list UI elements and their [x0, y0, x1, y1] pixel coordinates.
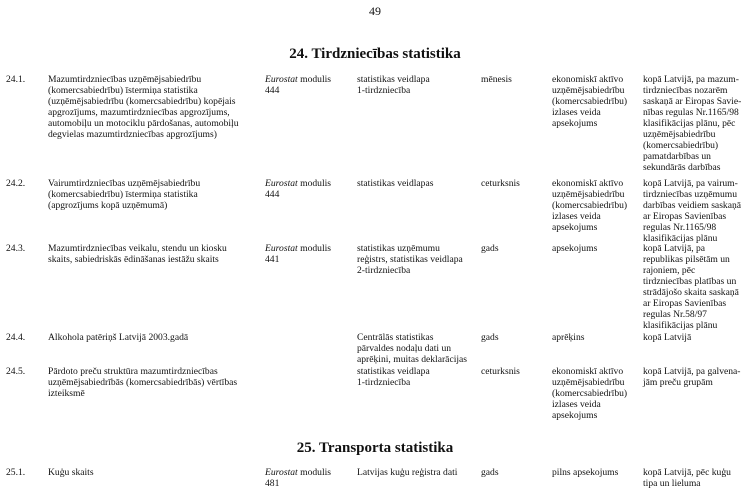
method: ekonomiskī aktīvo uzņēmējsabiedrību (komercsabiedrību) izlases veida apsekojums [552, 178, 628, 233]
page-number: 49 [369, 4, 381, 18]
indicator-name: Mazumtirdzniecības veikalu, stendu un kiosku skaits, sabiedriskās ēdināšanas iestāžu skaits [48, 243, 227, 265]
disaggregation: kopā Latvijā, pēc kuģu tipa un lieluma [643, 467, 731, 489]
source-module [265, 178, 355, 200]
indicator-name: Alkohola patēriņš Latvijā 2003.gadā [48, 332, 189, 343]
method: pilns apsekojums [552, 467, 619, 478]
disaggregation: kopā Latvijā, pa galvena- jām preču grupām [643, 366, 741, 388]
disaggregation: kopā Latvijā, pa vairum- tirdzniecības uzņēmumu darbības veidiem saskaņā ar Eiropas Savienības regulas Nr.1165/98 klasifikācijas plānu [643, 178, 742, 244]
indicator-name: Vairumtirdzniecības uzņēmējsabiedrību (komercsabiedrību) īstermiņa statistika (apgrozījums kopā uzņēmumā) [48, 178, 201, 211]
source-module [265, 467, 355, 489]
method: apsekojums [552, 243, 598, 254]
row-number: 24.5. [6, 366, 26, 377]
frequency: ceturksnis [481, 366, 520, 377]
disaggregation: kopā Latvijā, pa mazum- tirdzniecības nozarēm saskaņā ar Eiropas Savie- nības regulas Nr.1165/98 klasifikācijas plānu, pēc uzņēmējsabiedrību (komercsabiedrību) pamatdarbības un sekundārās darbības [643, 74, 742, 173]
method: ekonomiskī aktīvo uzņēmējsabiedrību (komercsabiedrību) izlases veida apsekojums [552, 74, 628, 129]
row-number: 24.3. [6, 243, 26, 254]
indicator-name: Mazumtirdzniecības uzņēmējsabiedrību (komercsabiedrību) īstermiņa statistika (uzņēmējsabiedrību (komercsabiedrību) kopējais apgrozījums, mazumtirdzniecības apgrozījums, automobiļu un motociklu pārdošanas, automobiļu degvielas mazumtirdzniecības apgrozījums) [48, 74, 239, 140]
data-source: statistikas veidlapas [357, 178, 434, 189]
data-source: Latvijas kuģu reģistra dati [357, 467, 458, 478]
method: ekonomiskī aktīvo uzņēmējsabiedrību (komercsabiedrību) izlases veida apsekojums [552, 366, 628, 421]
data-source: statistikas veidlapa 1-tirdzniecība [357, 366, 430, 388]
frequency: ceturksnis [481, 178, 520, 189]
frequency: mēnesis [481, 74, 512, 85]
data-source: statistikas veidlapa 1-tirdzniecība [357, 74, 430, 96]
indicator-name: Pārdoto preču struktūra mazumtirdzniecības uzņēmējsabiedrībās (komercsabiedrībās) vērtības izteiksmē [48, 366, 238, 399]
disaggregation: kopā Latvijā [643, 332, 692, 343]
row-number: 24.1. [6, 74, 26, 85]
indicator-name: Kuģu skaits [48, 467, 94, 478]
source-rest: modulis 481 [265, 467, 332, 489]
disaggregation: kopā Latvijā, pa republikas pilsētām un rajoniem, pēc tirdzniecības platības un strādājošo skaita saskaņā ar Eiropas Savienības regulas Nr.58/97 klasifikācijas plānu [643, 243, 739, 331]
section-title-24: 24. Tirdzniecības statistika [289, 46, 461, 62]
frequency: gads [481, 243, 499, 254]
source-module [265, 243, 355, 265]
source-module [265, 74, 355, 96]
method: aprēķins [552, 332, 585, 343]
data-source: Centrālās statistikas pārvaldes nodaļu dati un aprēķini, muitas deklarācijas [357, 332, 468, 365]
source-rest: modulis 444 [265, 178, 332, 200]
row-number: 24.2. [6, 178, 26, 189]
frequency: gads [481, 332, 499, 343]
source-italic: Eurostat [265, 467, 298, 478]
source-rest: modulis 444 [265, 74, 332, 96]
source-italic: Eurostat [265, 74, 298, 85]
row-number: 25.1. [6, 467, 26, 478]
section-title-25: 25. Transporta statistika [296, 440, 454, 456]
source-italic: Eurostat [265, 178, 298, 189]
source-italic: Eurostat [265, 243, 298, 254]
data-source: statistikas uzņēmumu reģistrs, statistikas veidlapa 2-tirdzniecība [357, 243, 463, 276]
source-rest: modulis 441 [265, 243, 332, 265]
frequency: gads [481, 467, 499, 478]
row-number: 24.4. [6, 332, 26, 343]
